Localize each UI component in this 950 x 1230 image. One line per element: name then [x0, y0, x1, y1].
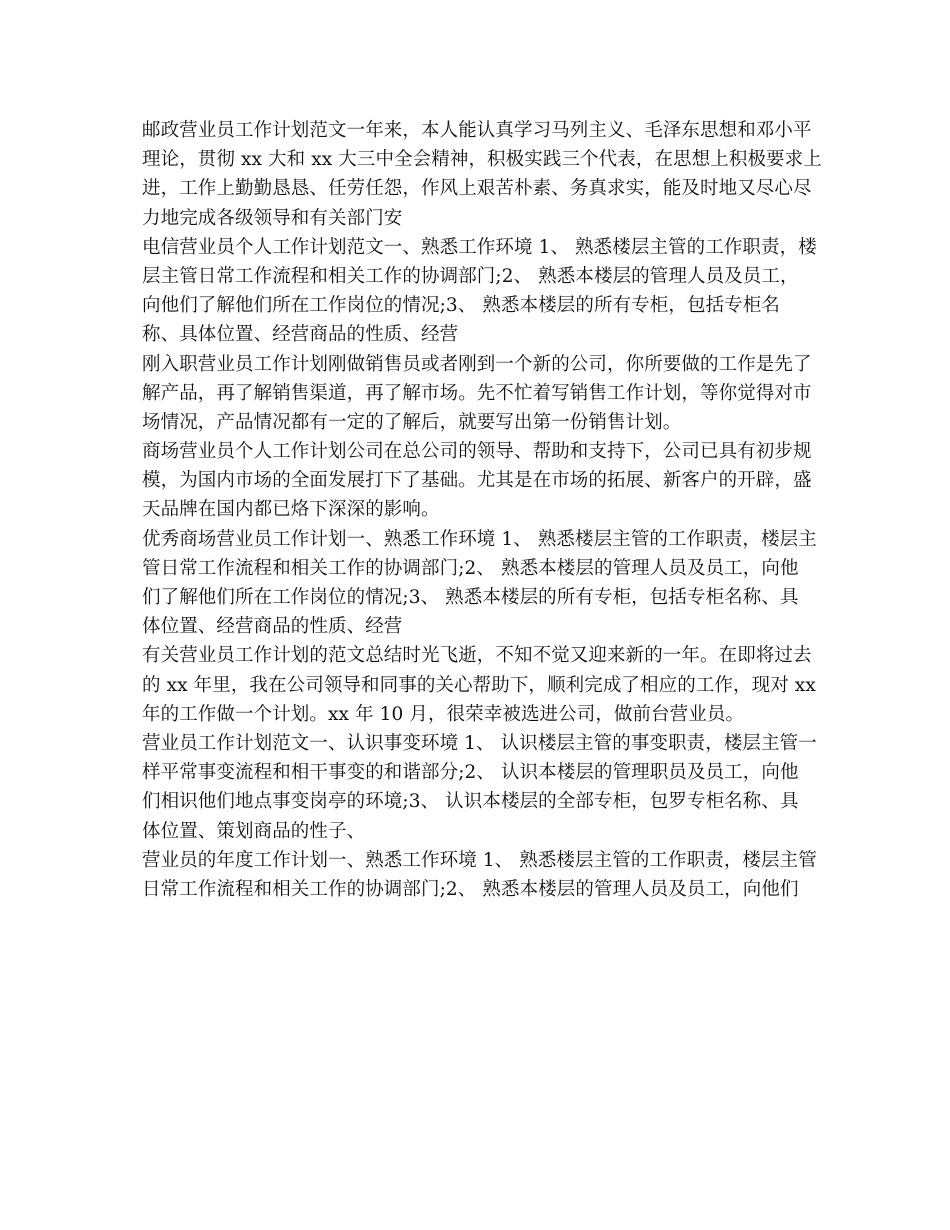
text-line: 体位置、策划商品的性子、	[142, 820, 366, 842]
text-line: 电信营业员个人工作计划范文一、熟悉工作环境 1、 熟悉楼层主管的工作职责，楼	[142, 236, 817, 258]
text-line: 营业员的年度工作计划一、熟悉工作环境 1、 熟悉楼层主管的工作职责，楼层主管	[142, 849, 817, 871]
text-line: 力地完成各级领导和有关部门安	[142, 207, 403, 229]
text-line: 管日常工作流程和相关工作的协调部门;2、 熟悉本楼层的管理人员及员工，向他	[142, 557, 799, 579]
text-line: 邮政营业员工作计划范文一年来，本人能认真学习马列主义、毛泽东思想和邓小平	[142, 120, 812, 141]
text-line: 刚入职营业员工作计划刚做销售员或者刚到一个新的公司，你所要做的工作是先了	[142, 353, 812, 375]
text-line: 场情况，产品情况都有一定的了解后，就要写出第一份销售计划。	[142, 411, 682, 433]
paragraph-telecom-clerk-plan	[142, 233, 818, 350]
text-line: 理论，贯彻 xx 大和 xx 大三中全会精神，积极实践三个代表，在思想上积极要求上	[142, 149, 822, 171]
text-line: 样平常事变流程和相干事变的和谐部分;2、 认识本楼层的管理职员及员工，向他	[142, 762, 799, 784]
text-line: 们了解他们所在工作岗位的情况;3、 熟悉本楼层的所有专柜，包括专柜名称、具	[142, 587, 799, 608]
text-line: 模，为国内市场的全面发展打下了基础。尤其是在市场的拓展、新客户的开辟，盛	[142, 470, 812, 492]
paragraph-new-clerk-plan	[142, 350, 818, 438]
paragraph-annual-clerk-plan	[142, 846, 818, 904]
text-line: 体位置、经营商品的性质、经营	[142, 616, 403, 638]
paragraph-clerk-plan-summary	[142, 641, 818, 729]
text-line: 进，工作上勤勤恳恳、任劳任怨，作风上艰苦朴素、务真求实，能及时地又尽心尽	[142, 178, 812, 200]
text-line: 有关营业员工作计划的范文总结时光飞逝，不知不觉又迎来新的一年。在即将过去	[142, 645, 812, 667]
text-line: 营业员工作计划范文一、认识事变环境 1、 认识楼层主管的事变职责，楼层主管一	[142, 732, 817, 754]
paragraph-mall-clerk-plan	[142, 437, 818, 525]
text-line: 年的工作做一个计划。xx 年 10 月，很荣幸被选进公司，做前台营业员。	[142, 703, 745, 725]
text-line: 向他们了解他们所在工作岗位的情况;3、 熟悉本楼层的所有专柜，包括专柜名	[142, 295, 780, 317]
text-line: 日常工作流程和相关工作的协调部门;2、 熟悉本楼层的管理人员及员工，向他们	[142, 878, 799, 900]
text-line: 们相识他们地点事变岗亭的环境;3、 认识本楼层的全部专柜，包罗专柜名称、具	[142, 791, 799, 813]
paragraph-clerk-plan-sample	[142, 729, 818, 846]
paragraph-excellent-mall-clerk-plan	[142, 525, 818, 642]
text-line: 层主管日常工作流程和相关工作的协调部门;2、 熟悉本楼层的管理人员及员工，	[142, 265, 799, 287]
paragraph-postal-clerk-plan	[142, 116, 822, 233]
text-line: 称、具体位置、经营商品的性质、经营	[142, 324, 459, 346]
text-line: 的 xx 年里，我在公司领导和同事的关心帮助下，顺利完成了相应的工作，现对 xx	[142, 674, 816, 696]
document-page	[142, 116, 822, 904]
text-line: 商场营业员个人工作计划公司在总公司的领导、帮助和支持下，公司已具有初步规	[142, 441, 812, 463]
text-line: 解产品，再了解销售渠道，再了解市场。先不忙着写销售工作计划，等你觉得对市	[142, 382, 812, 404]
text-line: 优秀商场营业员工作计划一、熟悉工作环境 1、 熟悉楼层主管的工作职责，楼层主	[142, 528, 817, 550]
text-line: 天品牌在国内都已烙下深深的影响。	[142, 499, 440, 521]
